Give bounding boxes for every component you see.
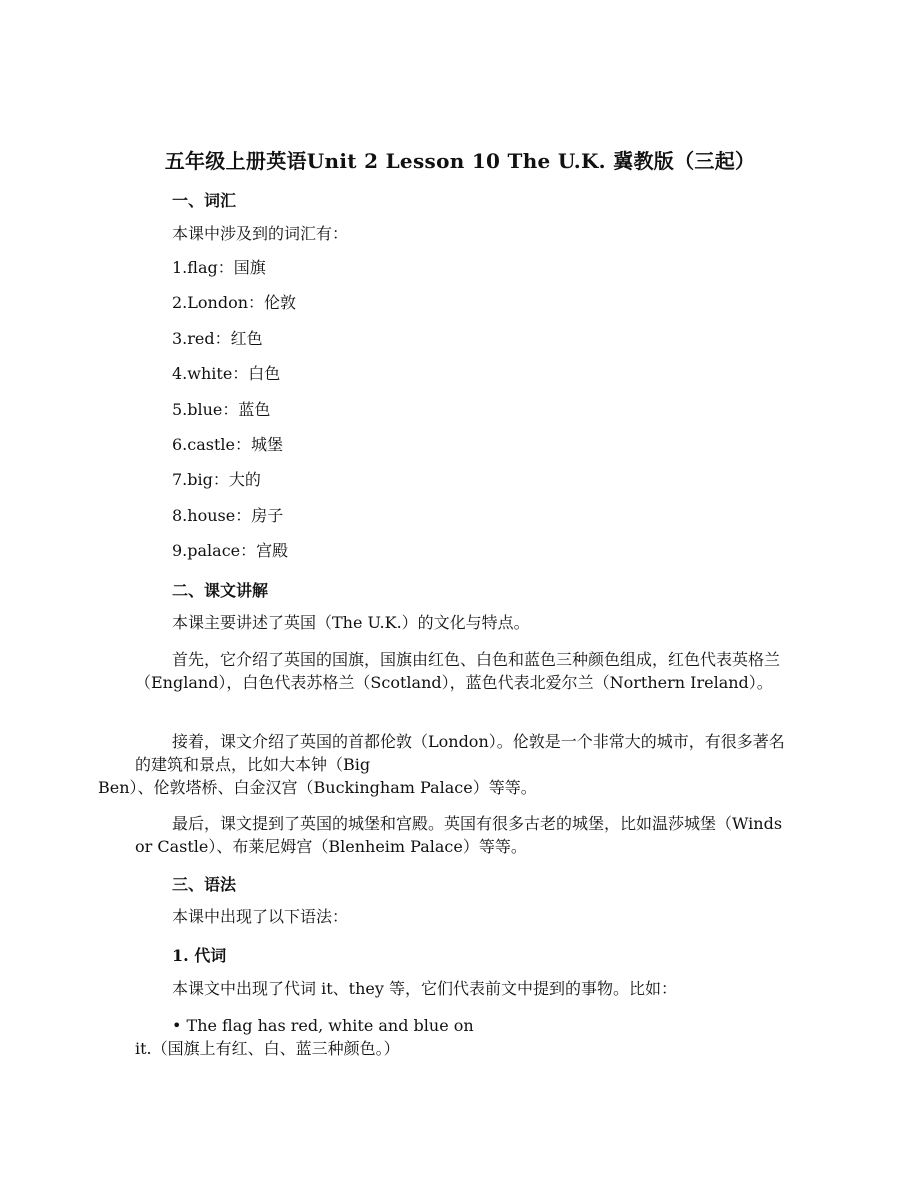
vocabulary-item: 7.big：大的: [172, 470, 261, 490]
vocabulary-item: 8.house：房子: [172, 505, 284, 525]
pronouns-description: 本课文中出现了代词 it、they 等，它们代表前文中提到的事物。比如：: [172, 979, 677, 998]
example-bullet: [135, 1014, 474, 1060]
paragraph-castles: 最后，课文提到了英国的城堡和宫殿。英国有很多古老的城堡，比如温莎城堡（Windsor Castle）、布莱尼姆宫（Blenheim Palace）等等。: [135, 814, 783, 856]
page-title: 五年级上册英语Unit 2 Lesson 10 The U.K. 冀教版（三起）: [164, 149, 756, 173]
paragraph-flag: 首先，它介绍了英国的国旗，国旗由红色、白色和蓝色三种颜色组成，红色代表英格兰（England），白色代表苏格兰（Scotland），蓝色代表北爱尔兰（Northern Ireland）。: [135, 650, 781, 692]
paragraph-london: [98, 730, 790, 799]
vocabulary-intro: 本课中涉及到的词汇有：: [172, 224, 349, 243]
example-bullet-line2: it.（国旗上有红、白、蓝三种颜色。）: [135, 1039, 400, 1058]
grammar-subheading-pronouns: 1. 代词: [172, 946, 227, 965]
vocabulary-item: 5.blue：蓝色: [172, 399, 271, 419]
vocabulary-item: 3.red：红色: [172, 328, 263, 348]
text-explanation-intro: 本课主要讲述了英国（The U.K.）的文化与特点。: [172, 613, 530, 632]
vocabulary-item: 6.castle：城堡: [172, 434, 283, 454]
section-heading-vocabulary: 一、词汇: [172, 191, 237, 210]
section-heading-text-explanation: 二、课文讲解: [172, 581, 269, 600]
paragraph-london-line2: Ben）、伦敦塔桥、白金汉宫（Buckingham Palace）等等。: [98, 778, 537, 797]
vocabulary-item: 2.London：伦敦: [172, 293, 297, 313]
vocabulary-list: [172, 258, 296, 577]
vocabulary-item: 1.flag：国旗: [172, 258, 266, 277]
grammar-intro: 本课中出现了以下语法：: [172, 907, 349, 926]
vocabulary-item: 9.palace：宫殿: [172, 541, 289, 561]
paragraph-london-line1: 接着，课文介绍了英国的首都伦敦（London）。伦敦是一个非常大的城市，有很多著名的建筑和景点，比如大本钟（Big: [135, 732, 785, 774]
section-heading-grammar: 三、语法: [172, 875, 237, 894]
vocabulary-item: 4.white：白色: [172, 364, 281, 384]
example-bullet-line1: • The flag has red, white and blue on: [172, 1016, 474, 1035]
